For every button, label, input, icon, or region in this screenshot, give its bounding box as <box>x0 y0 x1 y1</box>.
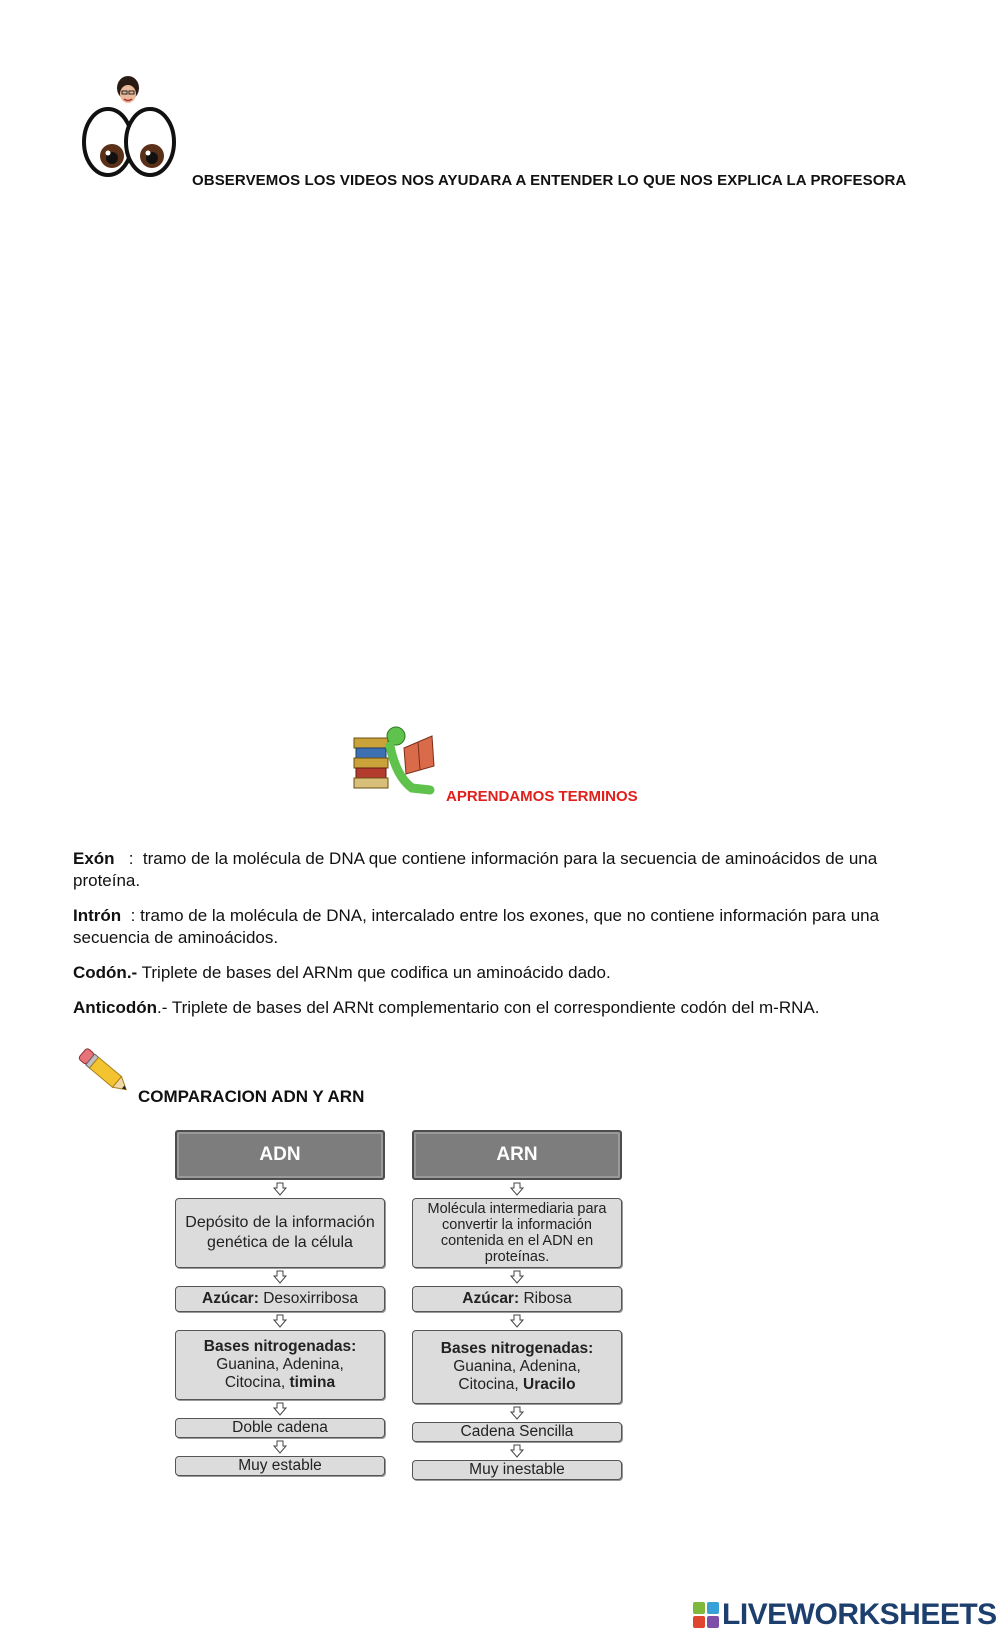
down-arrow-icon <box>272 1182 288 1196</box>
arn-column <box>412 1130 622 1480</box>
down-arrow-icon <box>509 1270 525 1284</box>
arn-stability-text: Muy inestable <box>469 1461 565 1478</box>
adn-function-box <box>175 1198 385 1268</box>
term-label: Anticodón <box>73 998 158 1017</box>
arn-bases-line2: Citocina, <box>458 1376 519 1393</box>
arn-bases-label: Bases nitrogenadas: <box>440 1340 594 1357</box>
arn-chain-text: Cadena Sencilla <box>460 1423 574 1440</box>
term-label: Intrón <box>73 906 122 925</box>
down-arrow-icon <box>509 1314 525 1328</box>
eyes-girl-illustration <box>82 74 182 186</box>
arn-sugar-label: Azúcar: <box>462 1290 520 1307</box>
liveworksheets-logo[interactable] <box>693 1597 997 1633</box>
comparison-title: COMPARACION ADN Y ARN <box>138 1087 365 1106</box>
logo-text: LIVEWORKSHEETS <box>722 1598 997 1631</box>
adn-header: ADN <box>175 1130 385 1180</box>
term-label: Codón.- <box>73 963 138 982</box>
adn-bases-line2-wrap <box>225 1374 335 1392</box>
term-label: Exón <box>73 849 115 868</box>
down-arrow-icon <box>509 1406 525 1420</box>
term-separator: .- <box>157 998 172 1017</box>
arn-bases-special: Uracilo <box>523 1376 576 1393</box>
adn-sugar-value: Desoxirribosa <box>263 1290 358 1307</box>
down-arrow-icon <box>509 1444 525 1458</box>
adn-stability-box <box>175 1456 385 1476</box>
adn-sugar-label: Azúcar: <box>202 1290 259 1307</box>
arn-sugar-value: Ribosa <box>523 1290 572 1307</box>
down-arrow-icon <box>509 1182 525 1196</box>
pencil-icon <box>72 1040 136 1102</box>
down-arrow-icon <box>272 1270 288 1284</box>
arn-header: ARN <box>412 1130 622 1180</box>
logo-grid-icon <box>693 1602 719 1628</box>
adn-chain-text: Doble cadena <box>232 1419 328 1436</box>
adn-chain-box <box>175 1418 385 1438</box>
adn-bases-special: timina <box>289 1374 336 1391</box>
definition-exon <box>73 848 933 892</box>
arn-stability-box <box>412 1460 622 1480</box>
adn-column <box>175 1130 385 1476</box>
terms-section-title: APRENDAMOS TERMINOS <box>446 788 638 805</box>
reading-books-illustration <box>352 726 444 806</box>
arn-function-box <box>412 1198 622 1268</box>
term-text: tramo de la molécula de DNA que contiene información para la secuencia de aminoácidos de una proteína. <box>73 849 878 890</box>
adn-sugar-box <box>175 1286 385 1312</box>
adn-stability-text: Muy estable <box>238 1457 322 1474</box>
term-separator: : <box>114 849 143 868</box>
arn-sugar-box <box>412 1286 622 1312</box>
term-text: tramo de la molécula de DNA, intercalado entre los exones, que no contiene información para una secuencia de aminoácidos. <box>73 906 880 947</box>
arn-bases-box <box>412 1330 622 1404</box>
adn-bases-label: Bases nitrogenadas: <box>203 1338 357 1355</box>
video-instruction: OBSERVEMOS LOS VIDEOS NOS AYUDARA A ENTENDER LO QUE NOS EXPLICA LA PROFESORA <box>192 172 907 189</box>
adn-bases-line1: Guanina, Adenina, <box>216 1356 344 1373</box>
adn-bases-line2: Citocina, <box>224 1374 286 1391</box>
adn-function-text: Depósito de la información genética de la célula <box>185 1214 375 1251</box>
arn-bases-line2-wrap <box>458 1376 575 1394</box>
definition-codon <box>73 962 933 984</box>
arn-bases-line1: Guanina, Adenina, <box>453 1358 581 1375</box>
down-arrow-icon <box>272 1440 288 1454</box>
definition-intron <box>73 905 933 949</box>
arn-function-text: Molécula intermediaria para convertir la información contenida en el ADN en proteínas. <box>427 1201 607 1265</box>
term-text: Triplete de bases del ARNm que codifica un aminoácido dado. <box>141 963 611 982</box>
down-arrow-icon <box>272 1402 288 1416</box>
adn-bases-box <box>175 1330 385 1400</box>
down-arrow-icon <box>272 1314 288 1328</box>
arn-chain-box <box>412 1422 622 1442</box>
definition-anticodon <box>73 997 933 1019</box>
term-text: Triplete de bases del ARNt complementario con el correspondiente codón del m-RNA. <box>171 998 820 1017</box>
term-separator: : <box>121 906 141 925</box>
